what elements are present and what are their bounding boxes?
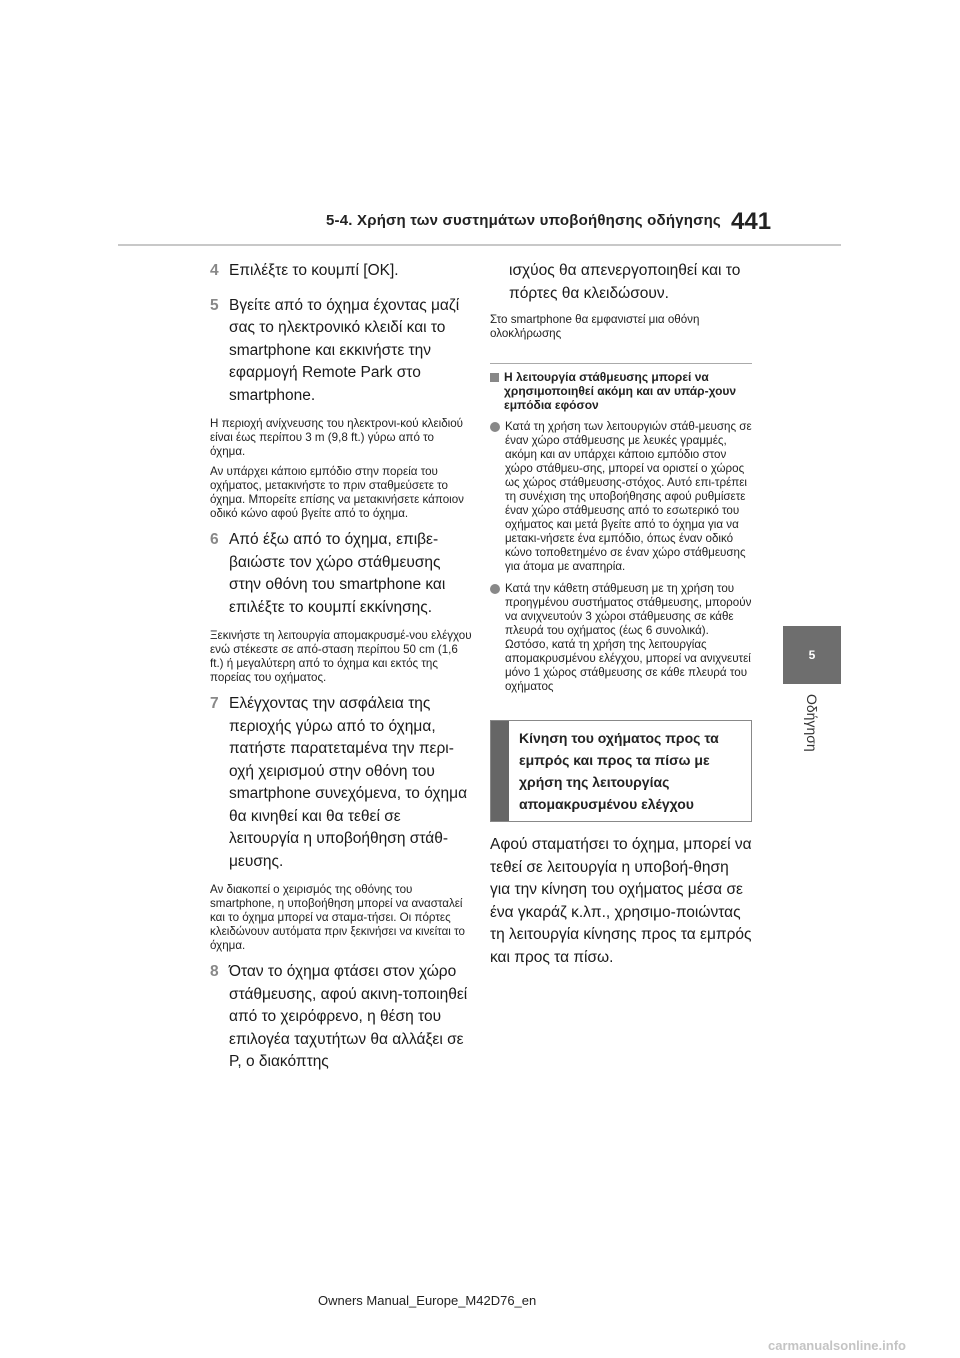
chapter-number: 5: [808, 648, 816, 662]
bullet-dot-icon: [490, 422, 500, 432]
footer-text: Owners Manual_Europe_M42D76_en: [318, 1293, 537, 1308]
bullet-item: [490, 420, 752, 574]
bullet-text: Κατά τη χρήση των λειτουργιών στάθ-μευσης σε έναν χώρο στάθμευσης με λευκές γραμμές, ακόμη και αν υπάρχει κάποιο εμπόδιο στον χώρο στάθμευ-σης, μπορεί να οριστεί ο χώρος ως χώρος στάθμευσης-στόχος. Αυτό επι-τρέπει τη συνέχιση της υποβοήθησης αφού ρυθμίσετε έναν χώρο στάθμευσης από το εσωτερικό του οχήματος και μετά βγείτε από το όχημα για να μετακι-νήσετε ένα εμπόδιο, όπως έναν οδικό κώνο τοποθετημένο σε έναν χώρο στάθμευσης για άτομα με αναπηρία.: [505, 420, 752, 573]
step-5: [210, 295, 472, 408]
step-text: Από έξω από το όχημα, επιβε-βαιώστε τον χώρο στάθμευσης στην οθόνη του smartphone και επιλέξτε το κουμπί εκκίνησης.: [229, 531, 446, 616]
left-column: [210, 256, 472, 1074]
bullet-item: [490, 582, 752, 694]
bullet-dot-icon: [490, 584, 500, 594]
step-text: Επιλέξτε το κουμπί [OK].: [229, 262, 399, 279]
chapter-label-wrap: [798, 694, 828, 774]
step-6: [210, 529, 472, 619]
note-obstacle: Αν υπάρχει κάποιο εμπόδιο στην πορεία του οχήματος, μετακινήστε το πριν σταθμεύσετε το όχημα. Μπορείτε επίσης να μετακινήσετε κάποιον οδικό κώνο αφού βγείτε από το όχημα.: [210, 465, 464, 520]
section-heading-text: Κίνηση του οχήματος προς τα εμπρός και προς τα πίσω με χρήση της λειτουργίας απομακρυσμένου ελέγχου: [519, 730, 719, 812]
right-column: [490, 256, 752, 969]
step-text: Βγείτε από το όχημα έχοντας μαζί σας το ηλεκτρονικό κλειδί και το smartphone και εκκινήστε την εφαρμογή Remote Park στο smartphone.: [229, 296, 460, 404]
note-remote-start: Ξεκινήστε τη λειτουργία απομακρυσμέ-νου ελέγχου ενώ στέκεστε σε από-σταση περίπου 50 cm (1,6 ft.) ή μεγαλύτερη από το όχημα και εκτός της πορείας του οχήματος.: [210, 629, 472, 684]
step-number: 8: [210, 963, 219, 980]
step-4: [210, 260, 472, 283]
section-heading-box: [490, 720, 752, 822]
note-completion-screen: Στο smartphone θα εμφανιστεί μια οθόνη ολοκλήρωσης: [490, 313, 700, 340]
step-number: 4: [210, 262, 219, 279]
final-paragraph: Αφού σταματήσει το όχημα, μπορεί να τεθεί σε λειτουργία η υποβοή-θηση για την κίνηση του οχήματος μέσα σε ένα γκαράζ κ.λπ., χρησιμο-ποιώντας τη λειτουργία κίνησης προς τα εμπρός και προς τα πίσω.: [490, 836, 752, 966]
page-title: 5-4. Χρήση των συστημάτων υποβοήθησης οδήγησης: [326, 212, 721, 229]
square-marker-icon: [490, 373, 499, 382]
heading-bar: [491, 721, 509, 821]
subheading-text: Η λειτουργία στάθμευσης μπορεί να χρησιμοποιηθεί ακόμη και αν υπάρ-χουν εμπόδια εφόσον: [504, 370, 737, 412]
subheading-obstacles: [490, 363, 752, 412]
page-number: 441: [731, 208, 772, 235]
step-8: [210, 961, 472, 1074]
step-number: 6: [210, 531, 219, 548]
step-8-continued: ισχύος θα απενεργοποιηθεί και το πόρτες θα κλειδώσουν.: [509, 262, 741, 302]
step-7: [210, 693, 472, 873]
step-number: 7: [210, 695, 219, 712]
bullet-text: Κατά την κάθετη στάθμευση με τη χρήση του προηγμένου συστήματος στάθμευσης, μπορούν να ανιχνευτούν 3 χώροι στάθμευσης σε κάθε πλευρά του οχήματος (έως 6 συνολικά). Ωστόσο, κατά τη χρήση της λειτουργίας απομακρυσμένου ελέγχου, μπορεί να ανιχνευτεί μόνο 1 χώρος στάθμευσης σε κάθε πλευρά του οχήματος: [505, 582, 752, 693]
chapter-tab: [783, 626, 841, 684]
step-number: 5: [210, 296, 219, 314]
header-divider: [118, 244, 841, 246]
step-text: Όταν το όχημα φτάσει στον χώρο στάθμευσης, αφού ακινη-τοποιηθεί από το χειρόφρενο, η θέση του επιλογέα ταχυτήτων θα αλλάξει σε P, ο διακόπτης: [229, 963, 468, 1070]
chapter-label: Οδήγηση: [804, 694, 820, 752]
step-text: Ελέγχοντας την ασφάλεια της περιοχής γύρω από το όχημα, πατήστε παρατεταμένα την περι-οχή χειρισμού στην οθόνη του smartphone συνεχόμενα, το όχημα θα κινηθεί και θα τεθεί σε λειτουργία η υποβοήθηση στάθ-μευσης.: [229, 695, 468, 870]
note-detection-range: Η περιοχή ανίχνευσης του ηλεκτρονι-κού κλειδιού είναι έως περίπου 3 m (9,8 ft.) γύρω από το όχημα.: [210, 417, 464, 458]
watermark: carmanualsonline.info: [768, 1338, 906, 1353]
note-operation-interrupt: Αν διακοπεί ο χειρισμός της οθόνης του smartphone, η υποβοήθηση μπορεί να ανασταλεί και το όχημα μπορεί να σταμα-τήσει. Οι πόρτες κλειδώνουν αυτόματα πριν ξεκινήσει να κινείται το όχημα.: [210, 883, 465, 952]
